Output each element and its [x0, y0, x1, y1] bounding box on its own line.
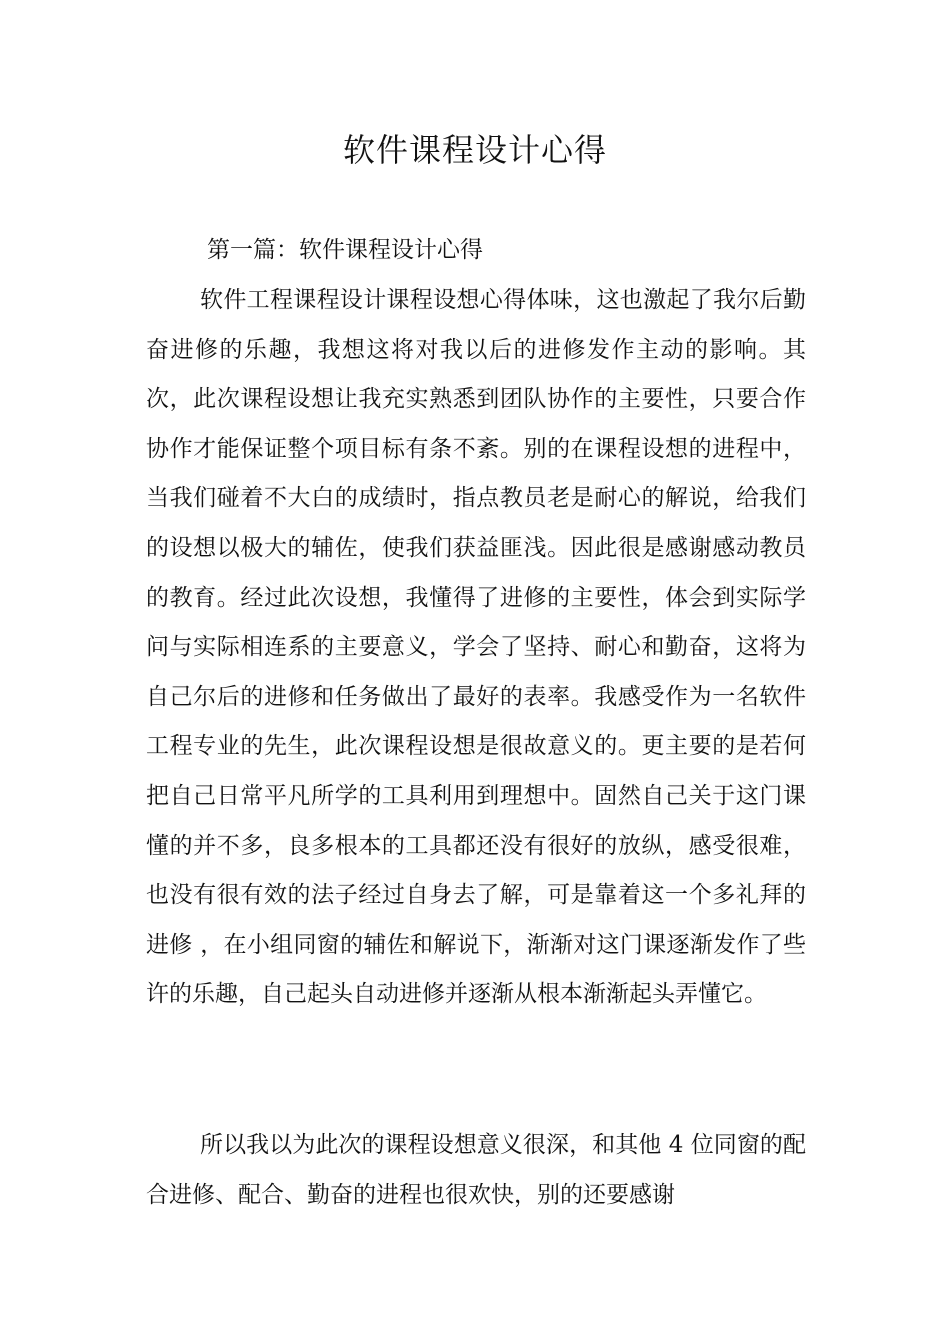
body-paragraph: 所以我以为此次的课程设想意义很深，和其他 4 位同窗的配合进修、配合、勤奋的进程也很欢快，别的还要感谢 [146, 1132, 806, 1208]
body-paragraph: 软件工程课程设计课程设想心得体味，这也激起了我尔后勤奋进修的乐趣，我想这将对我以后的进修发作主动的影响。其次，此次课程设想让我充实熟悉到团队协作的主要性，只要合作协作才能保证整个项目标有条不紊。别的在课程设想的进程中，当我们碰着不大白的成绩时，指点教员老是耐心的解说，给我们的设想以极大的辅佐，使我们获益匪浅。因此很是感谢感动教员的教育。经过此次设想，我懂得了进修的主要性，体会到实际学问与实际相连系的主要意义，学会了坚持、耐心和勤奋，这将为自己尔后的进修和任务做出了最好的表率。我感受作为一名软件工程专业的先生，此次课程设想是很故意义的。更主要的是若何把自己日常平凡所学的工具利用到理想中。固然自己关于这门课懂的并不多，良多根本的工具都还没有很好的放纵，感受很难，也没有很有效的法子经过自身去了解，可是靠着这一个多礼拜的 进修 ，在小组同窗的辅佐和解说下，渐渐对这门课逐渐发作了些许的乐趣，自己起头自动进修并逐渐从根本渐渐起头弄懂它。 [146, 287, 806, 1008]
section-heading: 第一篇：软件课程设计心得 [207, 237, 483, 263]
page-title: 软件课程设计心得 [342, 131, 607, 169]
